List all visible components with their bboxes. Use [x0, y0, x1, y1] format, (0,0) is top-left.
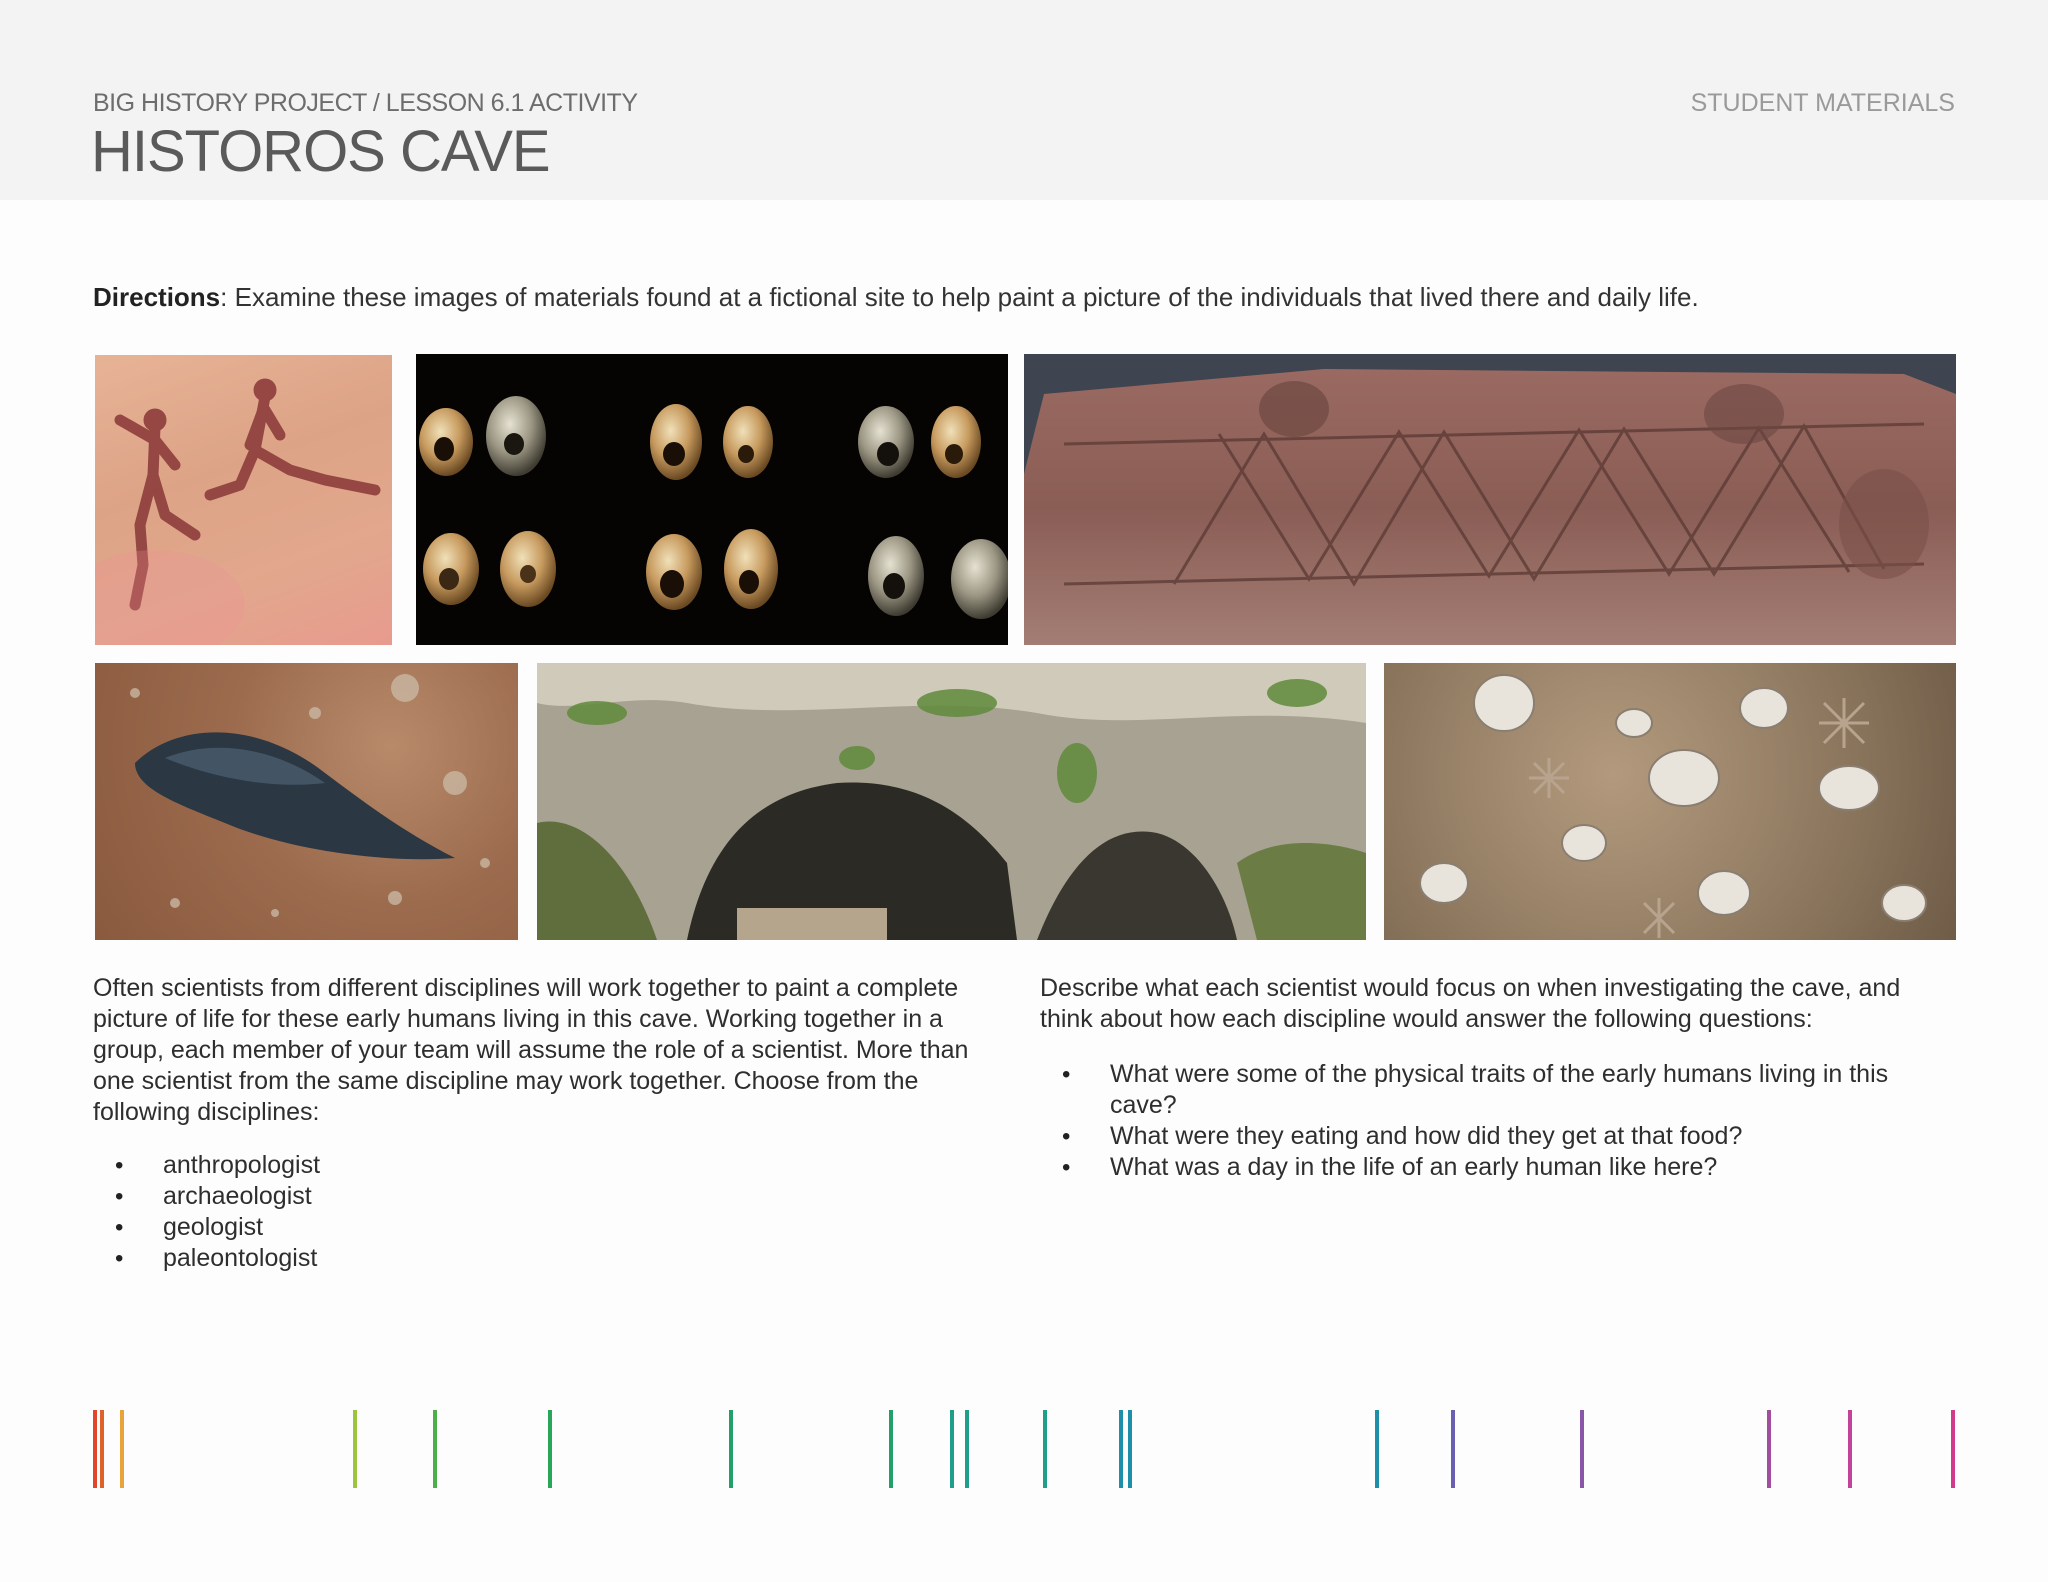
timeline-bar [93, 1410, 97, 1488]
timeline-bar [1128, 1410, 1132, 1488]
disciplines-column [93, 973, 1013, 1274]
stone-blade-image [95, 663, 518, 940]
timeline-bar [965, 1410, 969, 1488]
timeline-bar [1119, 1410, 1123, 1488]
lesson-kicker: BIG HISTORY PROJECT / LESSON 6.1 ACTIVITY [93, 89, 638, 117]
directions-label: Directions [93, 282, 221, 312]
page-title: HISTOROS CAVE [91, 119, 550, 184]
section-label: STUDENT MATERIALS [1690, 89, 1955, 117]
timeline-bar [729, 1410, 733, 1488]
disciplines-list [93, 1150, 1013, 1274]
shell-midden-image [1384, 663, 1956, 940]
timeline-bar [1767, 1410, 1771, 1488]
directions [93, 282, 1953, 313]
timeline-bar [120, 1410, 124, 1488]
timeline-bar [1848, 1410, 1852, 1488]
list-item: • archaeologist [93, 1181, 1013, 1212]
timeline-bar [889, 1410, 893, 1488]
list-item: • What were they eating and how did they get at that food? [1040, 1121, 1955, 1152]
timeline-bar [353, 1410, 357, 1488]
questions-intro: Describe what each scientist would focus on when investigating the cave, and think about how each discipline would answer the following questions: [1040, 974, 1901, 1033]
rock-art-image [95, 355, 392, 645]
shell-beads-image [416, 354, 1008, 645]
timeline-bar [1951, 1410, 1955, 1488]
timeline-bar [548, 1410, 552, 1488]
list-item: • What were some of the physical traits of the early humans living in this cave? [1040, 1059, 1955, 1121]
questions-column [1040, 973, 1955, 1183]
timeline-bar [1451, 1410, 1455, 1488]
timeline-bar [1375, 1410, 1379, 1488]
directions-text: : Examine these images of materials found at a fictional site to help paint a picture of the individuals that lived there and daily life. [220, 282, 1699, 312]
list-item: • paleontologist [93, 1243, 1013, 1274]
list-item: • anthropologist [93, 1150, 1013, 1181]
timeline-bar [100, 1410, 104, 1488]
page-header [0, 0, 2048, 200]
engraved-ochre-image [1024, 354, 1956, 645]
timeline-bar [433, 1410, 437, 1488]
timeline-bar [1043, 1410, 1047, 1488]
disciplines-intro: Often scientists from different disciplines will work together to paint a complete picture of life for these early humans living in this cave. Working together in a group, each member of your team will assume the role of a scientist. More than one scientist from the same discipline may work together. Choose from the following disciplines: [93, 974, 969, 1126]
questions-list [1040, 1059, 1955, 1183]
list-item: • What was a day in the life of an early human like here? [1040, 1152, 1955, 1183]
cave-site-image [537, 663, 1366, 940]
timeline-bar [1580, 1410, 1584, 1488]
timeline-bar [950, 1410, 954, 1488]
timeline-bars [0, 1410, 2048, 1490]
list-item: • geologist [93, 1212, 1013, 1243]
